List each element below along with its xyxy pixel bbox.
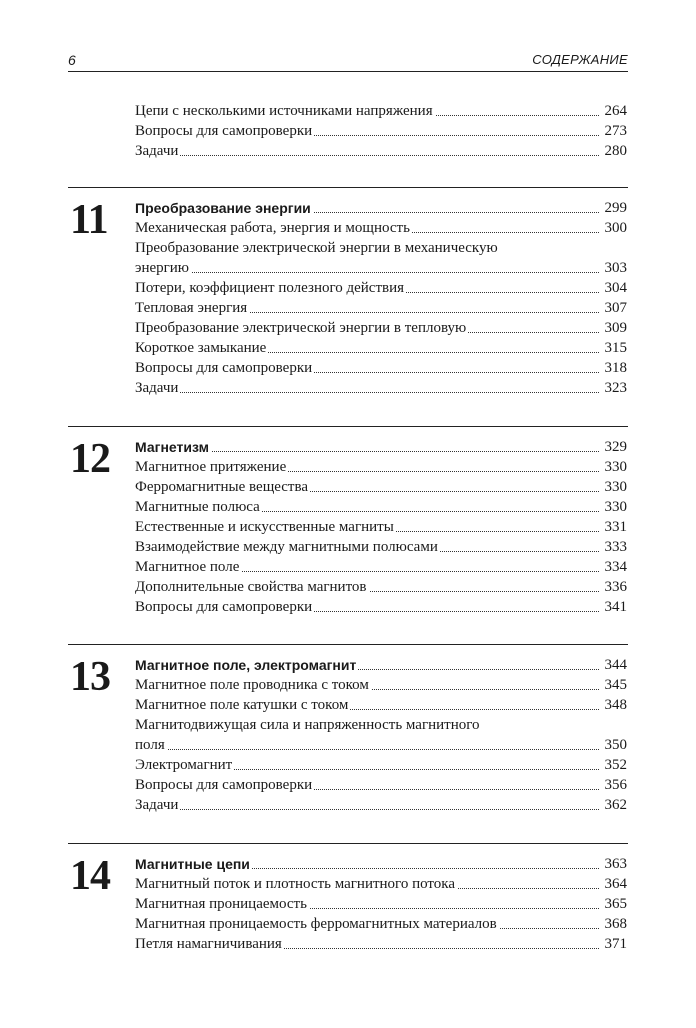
toc-entry[interactable] xyxy=(135,338,627,358)
chapter-rule xyxy=(68,843,628,844)
entry-page: 364 xyxy=(604,876,627,892)
entry-page: 352 xyxy=(604,757,627,773)
entry-page: 371 xyxy=(604,936,627,952)
toc-entry[interactable] xyxy=(135,755,627,775)
entry-title: Вопросы для самопроверки xyxy=(135,599,313,615)
entry-page: 368 xyxy=(604,916,627,932)
toc-entry[interactable] xyxy=(135,934,627,954)
chapter-heading[interactable] xyxy=(135,854,627,874)
toc-entry[interactable] xyxy=(135,695,627,715)
entry-title: Задачи xyxy=(135,797,179,813)
chapter-entries xyxy=(135,655,627,815)
chapter-rule xyxy=(68,426,628,427)
toc-entry[interactable] xyxy=(135,218,627,238)
entry-title: Магнитное поле катушки с током xyxy=(135,697,349,713)
toc-entry[interactable] xyxy=(135,597,627,617)
toc-entry[interactable] xyxy=(135,795,627,815)
header-rule xyxy=(68,71,628,72)
running-title: СОДЕРЖАНИЕ xyxy=(532,52,628,67)
toc-entry[interactable] xyxy=(135,278,627,298)
entry-page: 318 xyxy=(604,360,627,376)
chapter-heading[interactable] xyxy=(135,655,627,675)
intro-entries xyxy=(135,101,627,161)
chapter-number: 14 xyxy=(70,853,110,899)
entry-page: 273 xyxy=(604,123,627,139)
entry-title: Магнитное притяжение xyxy=(135,459,287,475)
chapter-heading[interactable] xyxy=(135,437,627,457)
toc-entry[interactable] xyxy=(135,577,627,597)
entry-title: Задачи xyxy=(135,143,179,159)
entry-title: Вопросы для самопроверки xyxy=(135,123,313,139)
toc-entry[interactable] xyxy=(135,477,627,497)
toc-entry-line1 xyxy=(135,238,627,258)
entry-page: 330 xyxy=(604,479,627,495)
chapter-number: 11 xyxy=(70,197,108,243)
entry-title: Магнитное поле xyxy=(135,559,240,575)
heading-page: 363 xyxy=(604,856,627,872)
toc-entry[interactable] xyxy=(135,914,627,934)
chapter-entries xyxy=(135,198,627,398)
entry-page: 331 xyxy=(604,519,627,535)
entry-title: Вопросы для самопроверки xyxy=(135,777,313,793)
toc-entry-line1 xyxy=(135,715,627,735)
entry-title: Магнитные полюса xyxy=(135,499,260,515)
toc-entry[interactable] xyxy=(135,298,627,318)
entry-title: Преобразование электрической энергии в механическую xyxy=(135,240,498,256)
running-header xyxy=(68,52,628,76)
entry-title: Естественные и искусственные магниты xyxy=(135,519,394,535)
entry-page: 280 xyxy=(604,143,627,159)
entry-title: Взаимодействие между магнитными полюсами xyxy=(135,539,438,555)
heading-page: 344 xyxy=(604,657,627,673)
entry-title: Преобразование электрической энергии в тепловую xyxy=(135,320,467,336)
entry-page: 304 xyxy=(604,280,627,296)
heading-title: Магнитные цепи xyxy=(135,856,250,872)
heading-page: 299 xyxy=(604,200,627,216)
entry-title: Короткое замыкание xyxy=(135,340,267,356)
entry-page: 323 xyxy=(604,380,627,396)
toc-entry xyxy=(135,121,627,141)
entry-title: Электромагнит xyxy=(135,757,233,773)
entry-page: 330 xyxy=(604,499,627,515)
entry-title: Вопросы для самопроверки xyxy=(135,360,313,376)
chapter-entries xyxy=(135,437,627,617)
entry-page: 341 xyxy=(604,599,627,615)
entry-page: 362 xyxy=(604,797,627,813)
toc-entry xyxy=(135,101,627,121)
toc-entry[interactable] xyxy=(135,874,627,894)
entry-title: Магнитодвижущая сила и напряженность магнитного xyxy=(135,717,480,733)
toc-entry[interactable] xyxy=(135,378,627,398)
page-number: 6 xyxy=(68,52,76,68)
entry-title: Магнитная проницаемость xyxy=(135,896,307,912)
toc-entry[interactable] xyxy=(135,358,627,378)
heading-title: Магнетизм xyxy=(135,439,209,455)
chapter-entries xyxy=(135,854,627,954)
heading-title: Магнитное поле, электромагнит xyxy=(135,657,357,673)
entry-page: 336 xyxy=(604,579,627,595)
toc-entry[interactable] xyxy=(135,517,627,537)
entry-page: 365 xyxy=(604,896,627,912)
chapter-rule xyxy=(68,187,628,188)
entry-page: 309 xyxy=(604,320,627,336)
chapter-heading[interactable] xyxy=(135,198,627,218)
entry-title: Задачи xyxy=(135,380,179,396)
toc-entry xyxy=(135,141,627,161)
toc-entry[interactable] xyxy=(135,457,627,477)
heading-title: Преобразование энергии xyxy=(135,200,311,216)
entry-title: энергию xyxy=(135,260,190,276)
entry-page: 333 xyxy=(604,539,627,555)
toc-entry[interactable] xyxy=(135,537,627,557)
entry-page: 315 xyxy=(604,340,627,356)
toc-entry[interactable] xyxy=(135,497,627,517)
heading-page: 329 xyxy=(604,439,627,455)
entry-title: Потери, коэффициент полезного действия xyxy=(135,280,405,296)
entry-title: Ферромагнитные вещества xyxy=(135,479,309,495)
entry-title: Дополнительные свойства магнитов xyxy=(135,579,367,595)
chapter-number: 12 xyxy=(70,436,110,482)
entry-page: 348 xyxy=(604,697,627,713)
toc-entry[interactable] xyxy=(135,894,627,914)
entry-title: поля xyxy=(135,737,165,753)
entry-page: 300 xyxy=(604,220,627,236)
entry-page: 356 xyxy=(604,777,627,793)
entry-page: 303 xyxy=(604,260,627,276)
entry-title: Магнитная проницаемость ферромагнитных материалов xyxy=(135,916,497,932)
entry-title: Цепи с несколькими источниками напряжения xyxy=(135,103,433,119)
toc-entry[interactable] xyxy=(135,775,627,795)
entry-title: Петля намагничивания xyxy=(135,936,282,952)
chapter-number: 13 xyxy=(70,654,110,700)
entry-title: Магнитное поле проводника с током xyxy=(135,677,369,693)
entry-title: Магнитный поток и плотность магнитного потока xyxy=(135,876,455,892)
entry-page: 350 xyxy=(604,737,627,753)
chapter-rule xyxy=(68,644,628,645)
toc-entry[interactable] xyxy=(135,318,627,338)
entry-page: 307 xyxy=(604,300,627,316)
entry-page: 334 xyxy=(604,559,627,575)
entry-page: 345 xyxy=(604,677,627,693)
toc-entry[interactable] xyxy=(135,557,627,577)
entry-page: 264 xyxy=(604,103,627,119)
toc-entry[interactable] xyxy=(135,258,627,278)
toc-entry[interactable] xyxy=(135,735,627,755)
entry-title: Тепловая энергия xyxy=(135,300,248,316)
toc-entry[interactable] xyxy=(135,675,627,695)
entry-title: Механическая работа, энергия и мощность xyxy=(135,220,410,236)
entry-page: 330 xyxy=(604,459,627,475)
